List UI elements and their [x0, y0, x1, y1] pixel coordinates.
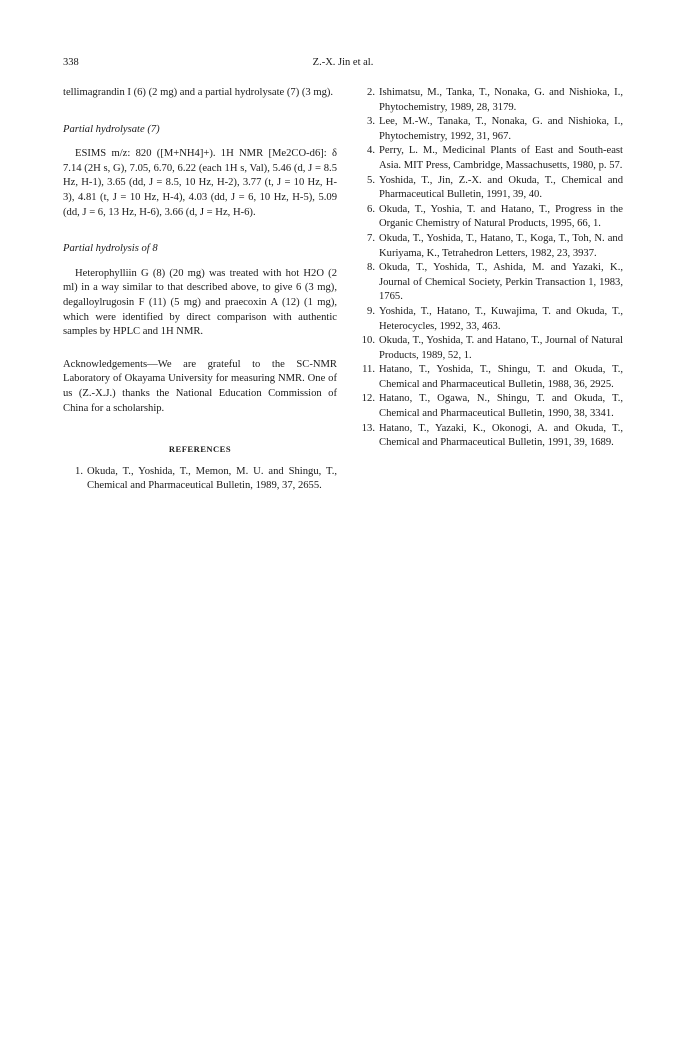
- reference-text: Hatano, T., Yoshida, T., Shingu, T. and Okuda, T., Chemical and Pharmaceutical Bulletin, 1988, 36, 2925.: [379, 364, 623, 390]
- reference-number: 7.: [367, 232, 375, 244]
- reference-text: Perry, L. M., Medicinal Plants of East and South-east Asia. MIT Press, Cambridge, Massachusetts, 1980, p. 57.: [379, 145, 623, 171]
- reference-item: [355, 232, 623, 261]
- reference-item: [355, 144, 623, 173]
- reference-number: 9.: [367, 305, 375, 317]
- reference-item: [63, 465, 337, 494]
- reference-text: Yoshida, T., Jin, Z.-X. and Okuda, T., Chemical and Pharmaceutical Bulletin, 1991, 39, 40.: [379, 174, 623, 201]
- section-heading-partial-hydrolysate: Partial hydrolysate (7): [63, 123, 160, 135]
- reference-number: 12.: [361, 393, 375, 405]
- reference-number: 3.: [367, 116, 375, 128]
- reference-number: 1.: [75, 465, 83, 477]
- reference-text: Yoshida, T., Hatano, T., Kuwajima, T. and Okuda, T., Heterocycles, 1992, 33, 463.: [379, 305, 623, 332]
- references-heading: REFERENCES: [168, 444, 232, 455]
- reference-text: Okuda, T., Yoshida, T. and Hatano, T., Journal of Natural Products, 1989, 52, 1.: [379, 335, 623, 361]
- acknowledgements: Acknowledgements—We are grateful to the SC-NMR Laboratory of Okayama University for measuring NMR. One of us (Z.-X.J.) thanks the National Education Commission of China for a scholarship.: [63, 358, 337, 414]
- left-column: [63, 86, 337, 494]
- nmr-data-paragraph: ESIMS m/z: 820 ([M+NH4]+). 1H NMR [Me2CO-d6]: δ 7.14 (2H s, G), 7.05, 6.70, 6.22 (each 1H s, Val), 5.46 (d, J = 8.5 Hz, H-1), 3.65 (dd, J = 8.5, 10 Hz, H-2), 3.77 (t, J = 10 Hz, H-3), 4.81 (t, J = 10 Hz, H-4), 4.03 (dd, J = 6, 10 Hz, H-5), 5.09 (dd, J = 6, 13 Hz, H-6), 3.66 (d, J = Hz, H-6).: [63, 148, 337, 218]
- reference-number: 10.: [361, 335, 375, 347]
- reference-text: Okuda, T., Yoshida, T., Ashida, M. and Yazaki, K., Journal of Chemical Society, Perkin Transaction 1, 1983, 1765.: [379, 262, 623, 303]
- reference-number: 8.: [367, 262, 375, 274]
- reference-text: Okuda, T., Yoshida, T., Hatano, T., Koga, T., Toh, N. and Kuriyama, K., Tetrahedron Letters, 1982, 23, 3937.: [379, 232, 623, 259]
- reference-item: [355, 86, 623, 115]
- reference-text: Okuda, T., Yoshida, T., Memon, M. U. and Shingu, T., Chemical and Pharmaceutical Bulletin, 1989, 37, 2655.: [87, 465, 337, 492]
- reference-item: [355, 422, 623, 451]
- reference-number: 4.: [367, 145, 375, 157]
- reference-item: [355, 261, 623, 305]
- reference-item: [355, 334, 623, 363]
- page-header: [63, 57, 623, 73]
- reference-item: [355, 115, 623, 144]
- reference-text: Lee, M.-W., Tanaka, T., Nonaka, G. and Nishioka, I., Phytochemistry, 1992, 31, 967.: [379, 116, 623, 142]
- section-heading-partial-hydrolysis: Partial hydrolysis of 8: [63, 243, 158, 255]
- reference-text: Okuda, T., Yoshia, T. and Hatano, T., Progress in the Organic Chemistry of Natural Products, 1995, 66, 1.: [379, 203, 623, 230]
- reference-item: [355, 174, 623, 203]
- reference-text: Ishimatsu, M., Tanka, T., Nonaka, G. and Nishioka, I., Phytochemistry, 1989, 28, 3179.: [379, 87, 623, 113]
- reference-number: 11.: [362, 364, 375, 376]
- intro-paragraph: tellimagrandin I (6) (2 mg) and a partial hydrolysate (7) (3 mg).: [63, 87, 334, 98]
- reference-number: 6.: [367, 203, 375, 215]
- reference-number: 2.: [367, 87, 375, 98]
- reference-item: [355, 203, 623, 232]
- reference-item: [355, 363, 623, 392]
- reference-item: [355, 392, 623, 421]
- reference-number: 13.: [361, 422, 375, 434]
- right-column: [355, 86, 623, 451]
- hydrolysis-paragraph: Heterophylliin G (8) (20 mg) was treated with hot H2O (2 ml) in a way similar to that described above, to give 6 (3 mg), degalloylrugosin F (11) (5 mg) and praecoxin A (12) (1 mg), which were identified by direct comparison with authentic samples by HPLC and 1H NMR.: [63, 267, 337, 338]
- reference-text: Hatano, T., Yazaki, K., Okonogi, A. and Okuda, T., Chemical and Pharmaceutical Bulletin, 1991, 39, 1689.: [379, 422, 623, 449]
- running-head: Z.-X. Jin et al.: [312, 57, 374, 68]
- page-number: 338: [63, 57, 79, 68]
- reference-number: 5.: [367, 174, 375, 186]
- reference-item: [355, 305, 623, 334]
- reference-text: Hatano, T., Ogawa, N., Shingu, T. and Okuda, T., Chemical and Pharmaceutical Bulletin, 1990, 38, 3341.: [379, 393, 623, 420]
